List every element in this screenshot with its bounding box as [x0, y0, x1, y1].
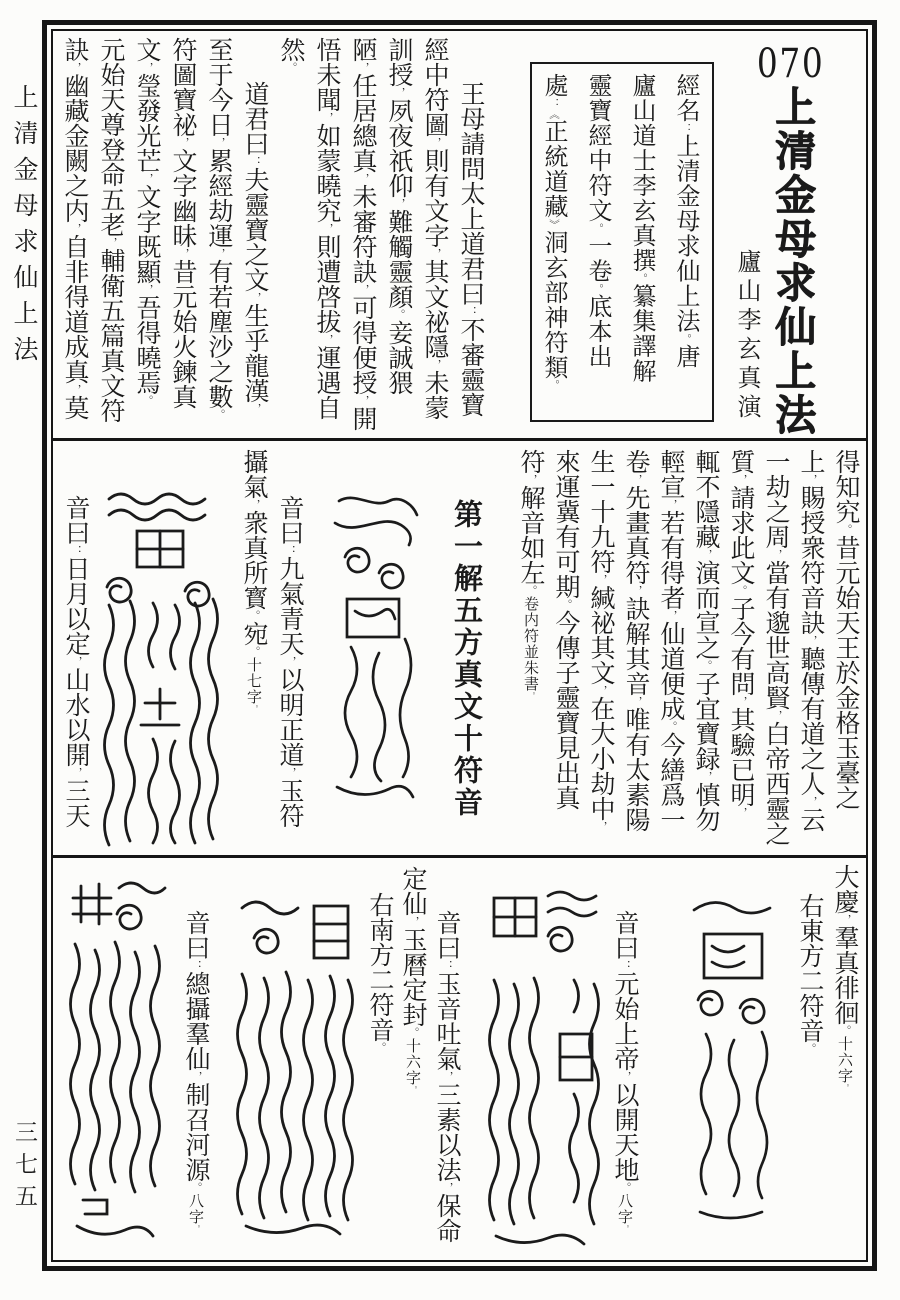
text-column: 經名：上清金母求仙上法。唐 [672, 73, 700, 370]
char-count-note: 十六字。 [404, 1038, 422, 1093]
text-column: 上，賜授衆符音訣，聽傳有道之人，云 [797, 449, 826, 832]
talisman-drawing-2 [97, 483, 223, 849]
text-column: 王母請問太上道君曰：不審靈寶 [457, 81, 486, 417]
sound-gloss-column: 音曰：元始上帝，以開天地。八字。 [611, 910, 640, 1232]
text-column: 一劫之周，當有邈世高賢，白帝西靈之 [762, 449, 791, 846]
bibliographic-note-box [530, 62, 714, 422]
sound-gloss-column: 音曰：玉音吐氣，三素以法，保命 [433, 910, 462, 1243]
scripture-title: 上清金母求仙上法 [768, 85, 816, 437]
inner-frame [51, 29, 868, 1262]
text-column: 文，瑩發光芒，文字既顯，吾得曉焉。 [133, 37, 162, 406]
text-column: 悟未聞，如蒙曉究，則遭啓拔，運遇自 [313, 37, 342, 420]
sound-gloss-column: 攝氣，衆真所寳。宛。十七字。 [240, 449, 269, 712]
text-column: 廬山道士李玄真撰。纂集譯解 [628, 73, 656, 384]
direction-label-column: 右南方二符音。 [366, 892, 395, 1053]
text-column: 元始天尊登命五老，輔衛五篇真文符 [97, 37, 126, 423]
direction-label-column: 右東方二符音。 [796, 893, 825, 1054]
text-column: 處：《正統道藏》洞玄部神符類。 [540, 73, 568, 391]
talisman-drawing-6 [63, 874, 169, 1246]
text-column: 陋，任居總真，未審符訣，可得便授，開 [349, 37, 378, 431]
main-text-block [59, 31, 489, 438]
char-count-note: 十七字。 [245, 657, 263, 712]
text-column: 靈寶經中符文。一卷。底本出 [584, 73, 612, 370]
sound-gloss-column: 音曰：九氣青天，以明正道，玉符 [276, 495, 305, 828]
text-column: 輕宣，若有得者，仙道便成。今繕爲一 [657, 449, 686, 832]
text-column: 經中符圖，則有文字，其文祕隱，未蒙 [421, 37, 450, 420]
register-bottom [53, 858, 866, 1260]
talisman-drawing-4 [482, 884, 605, 1256]
text-column: 然。 [277, 37, 306, 73]
char-count-note: 八字。 [616, 1193, 634, 1232]
text-column: 生一十九符，緘祕其文，在大小劫中， [587, 449, 616, 832]
text-column: 質，請求此文。子今有問，其驗已明， [727, 449, 756, 818]
interlinear-note: 卷内符並朱書。 [522, 596, 540, 699]
talisman-drawing-1 [319, 487, 433, 805]
text-column: 得知究。昔元始天王於金格玉臺之 [832, 449, 861, 810]
talisman-drawing-3 [680, 894, 788, 1229]
page-frame [42, 20, 877, 1271]
sound-gloss-column: 音曰：日月以定，山水以開，三天 [62, 495, 91, 828]
char-count-note: 八字。 [187, 1193, 205, 1232]
page-number: 三七五 [11, 1120, 37, 1216]
main-text-block [504, 441, 864, 855]
text-column: 訣，幽藏金闕之内，自非得道成真，莫 [61, 37, 90, 420]
talisman-drawing-5 [230, 888, 358, 1240]
text-column: 道君曰：夫靈寶之文，生乎龍漢， [241, 81, 270, 414]
section-heading: 第一解五方真文十符音 [450, 499, 484, 819]
sound-gloss-column: 定仙，玉曆定封。十六字。 [399, 866, 428, 1093]
sound-gloss-column: 音曰：總攝羣仙，制召河源。八字。 [182, 910, 211, 1232]
margin-running-title: 上清金母求仙上法 [10, 84, 39, 372]
char-count-note: 十六字。 [836, 1036, 854, 1091]
catalog-number: 070 [756, 41, 824, 87]
text-column: 輒不隱藏，演而宣之。子宜寶録，慎勿 [692, 449, 721, 832]
text-column: 至于今日，累經劫運，有若塵沙之數。 [205, 37, 234, 420]
text-column: 符圖寶祕，文字幽昧，昔元始火鍊真 [169, 37, 198, 409]
text-column: 來運冀有可期。今傳子靈寶見出真 [552, 449, 581, 810]
author-byline: 廬山李玄真演 [733, 249, 761, 423]
register-middle [53, 441, 866, 855]
text-column: 大慶，羣真徘徊。十六字。 [831, 864, 860, 1091]
text-column: 訓授，夙夜祇仰，難觸靈顏。妾誠猥 [385, 37, 414, 395]
text-column: 卷，先畫真符，訣解其音，唯有太素陽 [622, 449, 651, 832]
register-opening [53, 31, 866, 438]
text-column: 符，解音如左。卷内符並朱書。 [517, 449, 546, 699]
